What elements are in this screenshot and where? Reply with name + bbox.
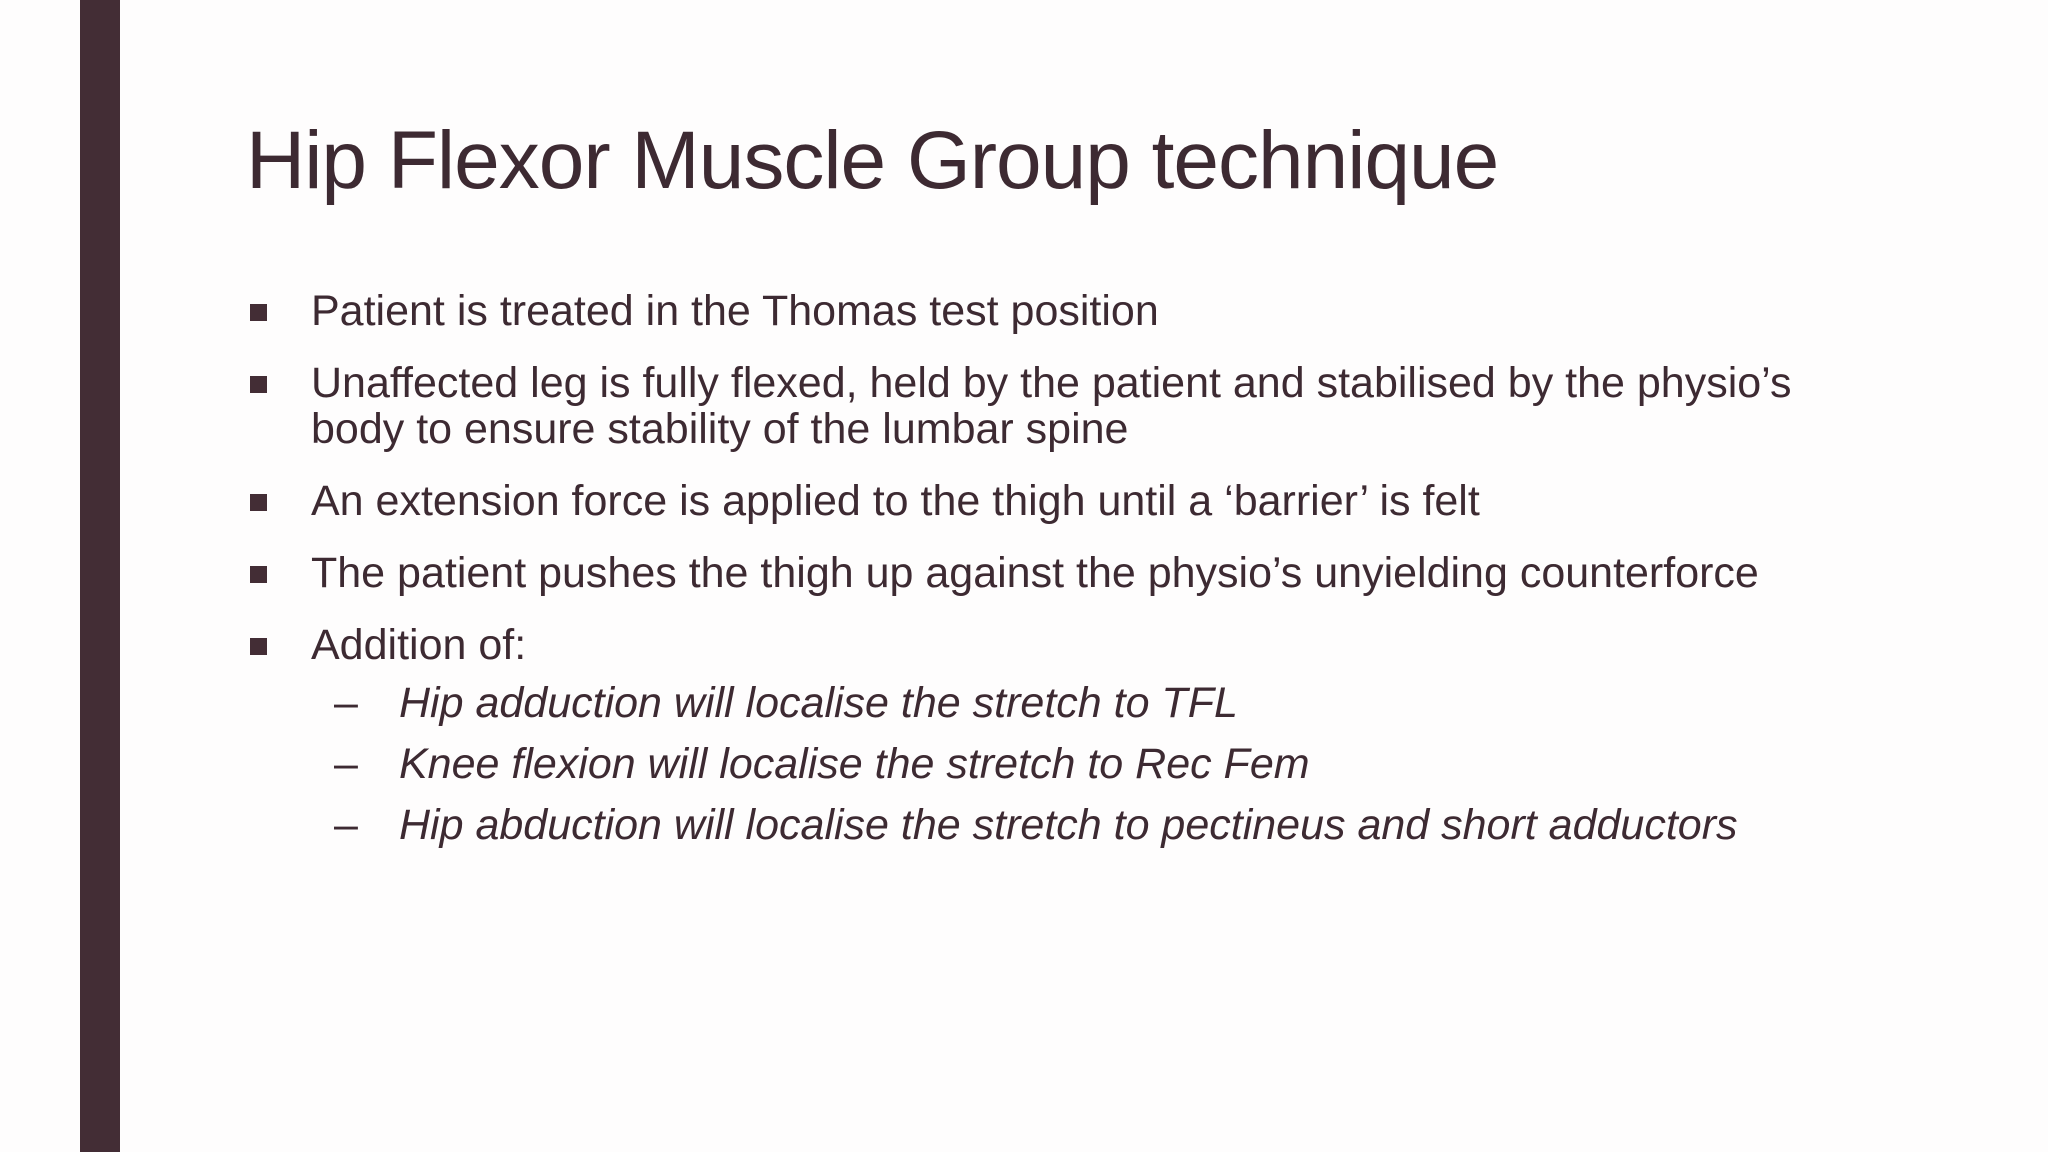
bullet-list <box>246 288 1806 848</box>
square-bullet-icon <box>250 494 267 511</box>
sub-bullet-text: Hip abduction will localise the stretch to pectineus and short adductors <box>399 801 1738 849</box>
bullet-text: An extension force is applied to the thigh until a ‘barrier’ is felt <box>311 477 1480 525</box>
sub-bullet-item <box>311 741 1806 787</box>
slide-title: Hip Flexor Muscle Group technique <box>246 115 1499 206</box>
slide-content <box>246 288 1806 874</box>
square-bullet-icon <box>250 638 267 655</box>
bullet-text: Patient is treated in the Thomas test position <box>311 287 1159 335</box>
sub-bullet-item <box>311 680 1806 726</box>
dash-bullet-icon: – <box>334 679 358 727</box>
square-bullet-icon <box>250 304 267 321</box>
dash-bullet-icon: – <box>334 740 358 788</box>
bullet-text: Unaffected leg is fully flexed, held by the patient and stabilised by the physio’s body to ensure stability of the lumbar spine <box>311 359 1792 453</box>
square-bullet-icon <box>250 566 267 583</box>
bullet-text: Addition of: <box>311 621 527 669</box>
bullet-item <box>246 360 1806 452</box>
bullet-item <box>246 288 1806 334</box>
bullet-text: The patient pushes the thigh up against the physio’s unyielding counterforce <box>311 549 1759 597</box>
square-bullet-icon <box>250 376 267 393</box>
sub-bullet-text: Knee flexion will localise the stretch to Rec Fem <box>399 740 1310 788</box>
dash-bullet-icon: – <box>334 801 358 849</box>
accent-bar <box>80 0 120 1152</box>
bullet-item <box>246 478 1806 524</box>
sub-bullet-text: Hip adduction will localise the stretch to TFL <box>399 679 1238 727</box>
bullet-item <box>246 622 1806 848</box>
bullet-item <box>246 550 1806 596</box>
sub-bullet-item <box>311 802 1806 848</box>
sub-bullet-list <box>311 680 1806 848</box>
